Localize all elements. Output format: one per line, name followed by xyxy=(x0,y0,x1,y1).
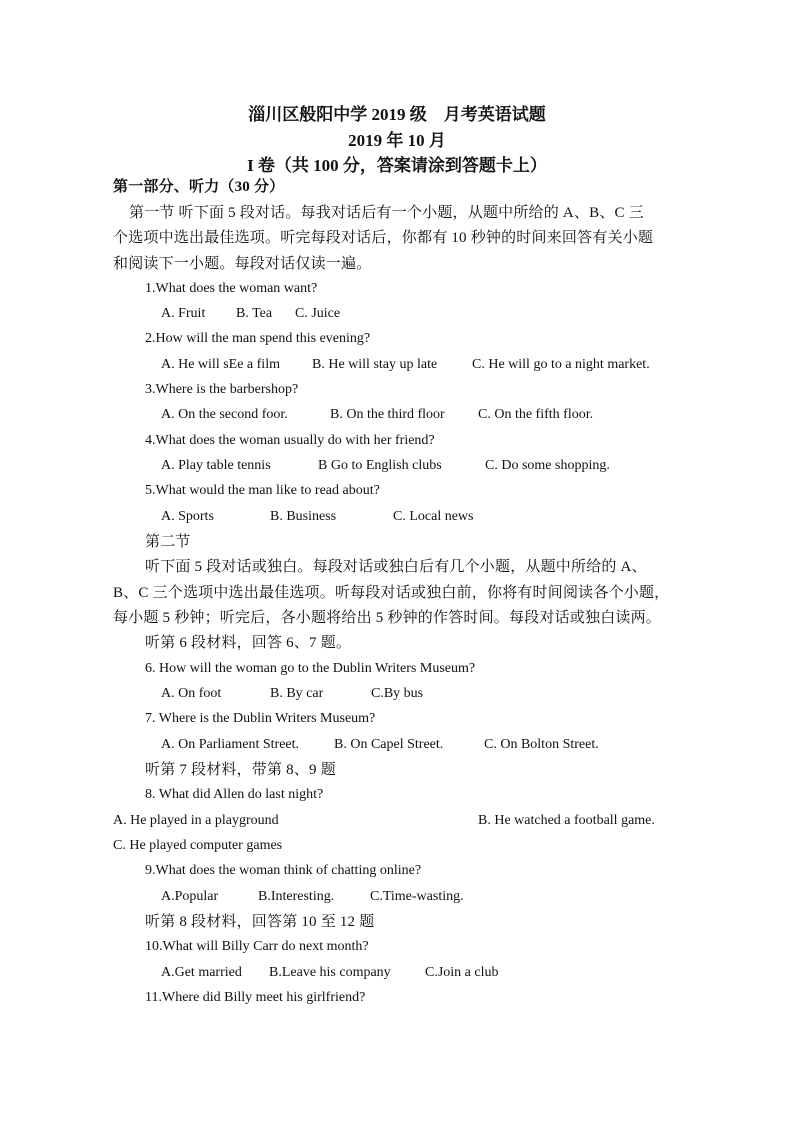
question-10-stem: 10.What will Billy Carr do next month? xyxy=(145,939,369,954)
question-9-option-c: C.Time-wasting. xyxy=(370,889,464,904)
question-9-stem: 9.What does the woman think of chatting online? xyxy=(145,863,422,878)
question-3-option-c: C. On the fifth floor. xyxy=(478,407,594,422)
exam-title-line1: 淄川区般阳中学 2019 级 月考英语试题 xyxy=(248,105,546,124)
question-9-option-b: B.Interesting. xyxy=(258,889,335,904)
question-4-stem: 4.What does the woman usually do with her friend? xyxy=(145,433,435,448)
question-8-stem: 8. What did Allen do last night? xyxy=(145,787,324,802)
question-10-option-a: A.Get married xyxy=(161,965,242,980)
question-6-stem: 6. How will the woman go to the Dublin Writers Museum? xyxy=(145,661,476,676)
material-8-note: 听第 8 段材料，回答第 10 至 12 题 xyxy=(145,914,375,930)
question-5-stem: 5.What would the man like to read about? xyxy=(145,483,380,498)
question-3-option-b: B. On the third floor xyxy=(330,407,445,422)
question-3-option-a: A. On the second foor. xyxy=(161,407,288,422)
question-8-option-a: A. He played in a playground xyxy=(113,813,279,828)
question-1-option-b: B. Tea xyxy=(236,306,273,321)
question-8-option-b: B. He watched a football game. xyxy=(478,813,655,828)
question-5-option-b: B. Business xyxy=(270,509,337,524)
question-1-option-a: A. Fruit xyxy=(161,306,206,321)
part1-heading: 第一部分、听力（30 分） xyxy=(113,179,285,195)
question-1-option-c: C. Juice xyxy=(295,306,341,321)
question-7-stem: 7. Where is the Dublin Writers Museum? xyxy=(145,711,376,726)
question-8-option-c: C. He played computer games xyxy=(113,838,283,853)
exam-volume-note: I 卷（共 100 分，答案请涂到答题卡上） xyxy=(247,156,547,175)
question-10-option-c: C.Join a club xyxy=(425,965,499,980)
question-5-option-a: A. Sports xyxy=(161,509,214,524)
question-5-option-c: C. Local news xyxy=(393,509,474,524)
exam-date: 2019 年 10 月 xyxy=(348,131,446,150)
material-6-note: 听第 6 段材料，回答 6、7 题。 xyxy=(145,635,352,651)
question-6-option-c: C.By bus xyxy=(371,686,424,701)
section1-instruction-2: 个选项中选出最佳选项。听完每段对话后，你都有 10 秒钟的时间来回答有关小题 xyxy=(113,230,654,246)
section2-instruction-2: B、C 三个选项中选出最佳选项。听每段对话或独白前，你将有时间阅读各个小题， xyxy=(113,585,670,601)
question-7-option-c: C. On Bolton Street. xyxy=(484,737,599,752)
question-6-option-a: A. On foot xyxy=(161,686,222,701)
question-11-stem: 11.Where did Billy meet his girlfriend? xyxy=(145,990,366,1005)
section1-instruction-1: 第一节 听下面 5 段对话。每我对话后有一个小题，从题中所给的 A、B、C 三 xyxy=(129,205,644,221)
material-7-note: 听第 7 段材料，带第 8、9 题 xyxy=(145,762,336,778)
question-1-stem: 1.What does the woman want? xyxy=(145,281,318,296)
question-2-option-a: A. He will sEe a film xyxy=(161,357,280,372)
question-4-option-c: C. Do some shopping. xyxy=(485,458,610,473)
question-2-option-b: B. He will stay up late xyxy=(312,357,438,372)
question-3-stem: 3.Where is the barbershop? xyxy=(145,382,299,397)
section2-heading: 第二节 xyxy=(145,534,191,550)
question-7-option-a: A. On Parliament Street. xyxy=(161,737,300,752)
question-4-option-b: B Go to English clubs xyxy=(318,458,442,473)
question-6-option-b: B. By car xyxy=(270,686,324,701)
question-10-option-b: B.Leave his company xyxy=(269,965,391,980)
question-2-stem: 2.How will the man spend this evening? xyxy=(145,331,371,346)
question-9-option-a: A.Popular xyxy=(161,889,219,904)
section2-instruction-3: 每小题 5 秒钟；听完后，各小题将给出 5 秒钟的作答时间。每段对话或独白读两。 xyxy=(113,610,662,626)
question-4-option-a: A. Play table tennis xyxy=(161,458,271,473)
section1-instruction-3: 和阅读下一小题。每段对话仅读一遍。 xyxy=(113,256,372,272)
question-7-option-b: B. On Capel Street. xyxy=(334,737,444,752)
question-2-option-c: C. He will go to a night market. xyxy=(472,357,650,372)
section2-instruction-1: 听下面 5 段对话或独白。每段对话或独白后有几个小题，从题中所给的 A、 xyxy=(145,559,647,575)
